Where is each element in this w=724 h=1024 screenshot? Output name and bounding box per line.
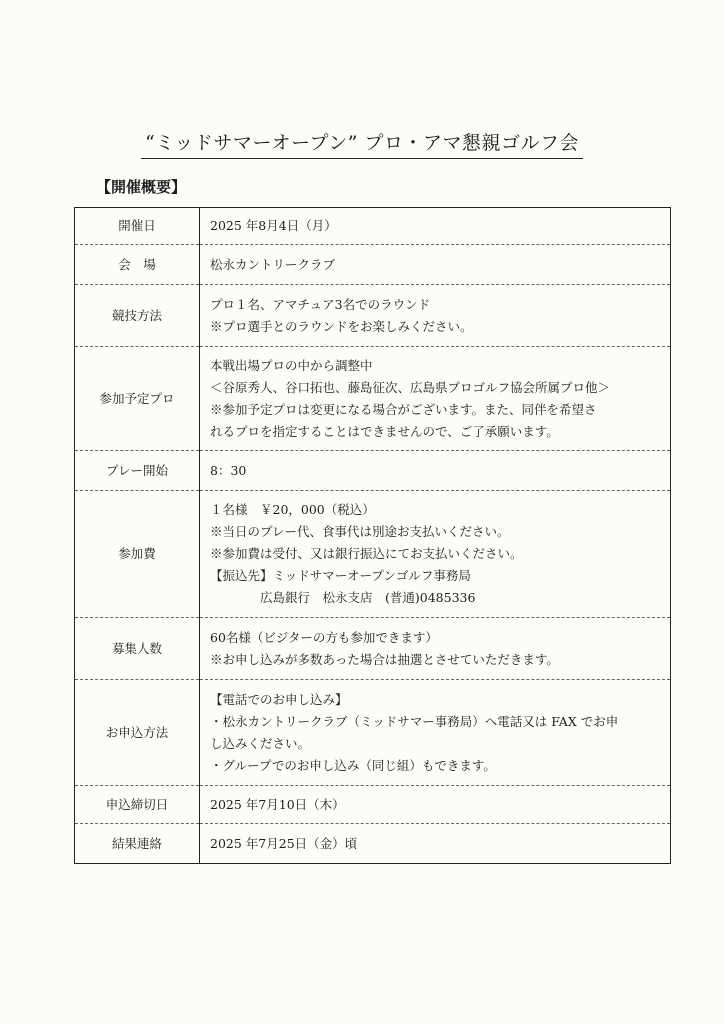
- row-value-line: 松永カントリークラブ: [210, 256, 336, 272]
- table-row: [75, 347, 671, 451]
- document-title: [0, 128, 724, 159]
- row-value: [200, 208, 671, 245]
- row-label: お申込方法: [75, 680, 200, 786]
- table-row: [75, 491, 671, 618]
- row-value: [200, 245, 671, 285]
- row-label: 参加費: [75, 491, 200, 618]
- row-value-line: 2025 年7月25日（金）頃: [210, 835, 358, 851]
- row-value-line: ＜谷原秀人、谷口拓也、藤島征次、広島県プロゴルフ協会所属プロ他＞: [210, 379, 611, 395]
- table-row: [75, 451, 671, 491]
- row-label: 会 場: [75, 245, 200, 285]
- row-value-line: プロ１名、アマチュア3名でのラウンド: [210, 296, 431, 312]
- table-row: [75, 208, 671, 245]
- row-label: 募集人数: [75, 618, 200, 680]
- row-label: 申込締切日: [75, 786, 200, 824]
- event-info-table: [74, 207, 671, 864]
- row-label: 参加予定プロ: [75, 347, 200, 451]
- row-value-line: 本戦出場プロの中から調整中: [210, 357, 373, 373]
- row-label: 競技方法: [75, 285, 200, 347]
- section-heading: 【開催概要】: [96, 178, 187, 196]
- table-row: [75, 786, 671, 824]
- row-value-line: ・松永カントリークラブ（ミッドサマー事務局）へ電話又は FAX でお申: [210, 713, 619, 729]
- row-value-line: ※お申し込みが多数あった場合は抽選とさせていただきます。: [210, 651, 559, 667]
- table-row: [75, 245, 671, 285]
- row-label: 開催日: [75, 208, 200, 245]
- row-value-line: ※参加予定プロは変更になる場合がございます。また、同伴を希望さ: [210, 401, 597, 417]
- row-value-line: 2025 年7月10日（木）: [210, 796, 345, 812]
- table-row: [75, 824, 671, 864]
- row-value-line: れるプロを指定することはできませんので、ご了承願います。: [210, 423, 559, 439]
- table-row: [75, 618, 671, 680]
- row-value-line: 【振込先】ミッドサマーオープンゴルフ事務局: [210, 568, 471, 583]
- row-value: [200, 618, 671, 680]
- table-row: [75, 285, 671, 347]
- row-value-line: １名様 ￥20，000（税込）: [210, 502, 375, 517]
- table-row: [75, 680, 671, 786]
- row-value: [200, 786, 671, 824]
- row-value-line: 【電話でのお申し込み】: [210, 691, 348, 707]
- row-value: [200, 347, 671, 451]
- row-label: プレー開始: [75, 451, 200, 491]
- row-value: [200, 285, 671, 347]
- row-label: 結果連絡: [75, 824, 200, 864]
- row-value-line: 60名様（ビジターの方も参加できます）: [210, 629, 438, 645]
- document-title-text: “ミッドサマーオープン” プロ・アマ懇親ゴルフ会: [141, 128, 583, 159]
- row-value: [200, 491, 671, 618]
- row-value-line: ※参加費は受付、又は銀行振込にてお支払いください。: [210, 546, 523, 561]
- row-value-line: し込みください。: [210, 735, 311, 751]
- row-value: [200, 680, 671, 786]
- row-value-line: 8：30: [210, 462, 247, 478]
- row-value-line: 2025 年8月4日（月）: [210, 218, 337, 233]
- row-value-line: 広島銀行 松永支店 (普通)0485336: [260, 590, 476, 605]
- row-value-line: ・グループでのお申し込み（同じ組）もできます。: [210, 757, 496, 773]
- row-value: [200, 451, 671, 491]
- row-value-line: ※プロ選手とのラウンドをお楽しみください。: [210, 318, 473, 334]
- row-value-line: ※当日のプレー代、食事代は別途お支払いください。: [210, 524, 510, 539]
- row-value: [200, 824, 671, 864]
